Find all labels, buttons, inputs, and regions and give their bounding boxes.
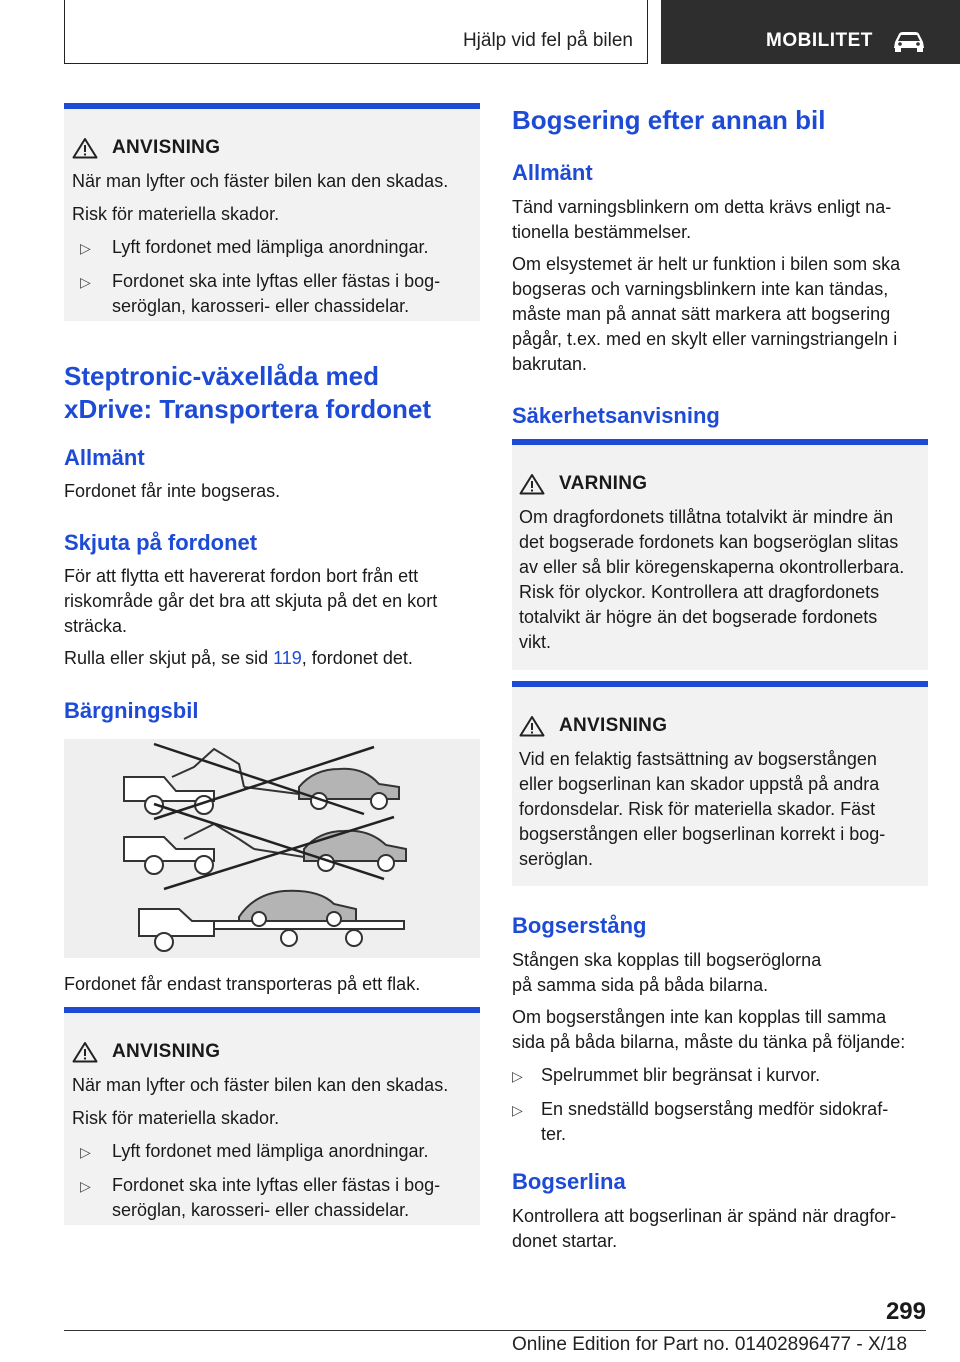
subheading-bargning: Bärgningsbil — [64, 698, 199, 723]
list-item: ▷ Lyft fordonet med lämpliga anordningar. — [72, 235, 472, 261]
warning-triangle-icon — [72, 1041, 98, 1063]
subheading-allmant: Allmänt — [64, 445, 145, 470]
paragraph: Tänd varningsblinkern om detta krävs enligt na- tionella bestämmelser. — [512, 197, 892, 242]
paragraph: Rulla eller skjut på, se sid 119, fordonet det. — [64, 648, 413, 668]
bullet-triangle-icon: ▷ — [80, 240, 91, 256]
bullet-list — [512, 1063, 932, 1155]
footer-edition: Online Edition for Part no. 01402896477 - X/18 — [512, 1334, 908, 1355]
paragraph: Stången ska kopplas till bogseröglorna på samma sida på båda bilarna. — [512, 950, 822, 995]
notice-label: ANVISNING — [112, 1041, 221, 1062]
bullet-triangle-icon: ▷ — [80, 1178, 91, 1194]
paragraph: För att flytta ett havererat fordon bort från ett riskområde går det bra att skjuta på det en kort sträcka. — [64, 566, 438, 636]
paragraph: Om bogserstången inte kan kopplas till samma sida på båda bilarna, måste du tänka på följande: — [512, 1007, 906, 1052]
notice-box-right — [512, 681, 928, 886]
footer-divider — [64, 1330, 926, 1331]
tow-diagram — [64, 739, 480, 958]
page-link[interactable]: 119 — [273, 648, 302, 668]
notice-box-top — [64, 103, 480, 321]
section-heading: Steptronic-växellåda med xDrive: Transportera fordonet — [64, 361, 431, 424]
paragraph: Kontrollera att bogserlinan är spänd när dragfor- donet startar. — [512, 1206, 897, 1251]
section-title: Hjälp vid fel på bilen — [462, 30, 633, 51]
subheading-bogserstang: Bogserstång — [512, 913, 647, 938]
bullet-triangle-icon: ▷ — [512, 1068, 523, 1084]
warning-triangle-icon — [519, 715, 545, 737]
notice-box-bottom — [64, 1007, 480, 1225]
warning-triangle-icon — [72, 137, 98, 159]
notice-text: När man lyfter och fäster bilen kan den skadas. — [72, 171, 449, 191]
notice-label: ANVISNING — [112, 137, 221, 158]
list-item: ▷ Lyft fordonet med lämpliga anordningar. — [72, 1139, 472, 1165]
warning-label: VARNING — [559, 473, 648, 494]
header-section-box — [64, 0, 648, 64]
notice-label: ANVISNING — [559, 715, 668, 736]
list-item: ▷ Spelrummet blir begränsat i kurvor. — [512, 1063, 932, 1089]
header-chapter-tab — [661, 0, 960, 64]
notice-text: Risk för materiella skador. — [72, 204, 280, 224]
page-number: 299 — [885, 1298, 926, 1325]
bullet-triangle-icon: ▷ — [512, 1102, 523, 1118]
subheading-sakerhet: Säkerhetsanvisning — [512, 403, 720, 428]
section-heading: Bogsering efter annan bil — [512, 105, 826, 135]
tow-truck-illustration — [64, 739, 480, 958]
paragraph: Om elsystemet är helt ur funktion i bilen som ska bogseras och varningsblinkern inte kan tändas, måste man på annat sätt markera att bogsering pågår, t.ex. med en skylt eller varningstriangeln i bakrutan. — [512, 254, 901, 374]
notice-text: Vid en felaktig fastsättning av bogserstången eller bogserlinan kan skador uppstå på andra fordonsdelar. Risk för materiella skador. Fäst bogserstången eller bogserlinan korrekt i bog- seröglan. — [519, 749, 886, 869]
subheading-allmant: Allmänt — [512, 160, 593, 185]
subheading-skjuta: Skjuta på fordonet — [64, 530, 258, 555]
list-item: ▷ Fordonet ska inte lyftas eller fästas i bog- seröglan, karosseri- eller chassidelar. — [72, 1173, 472, 1223]
list-item: ▷ Fordonet ska inte lyftas eller fästas i bog- seröglan, karosseri- eller chassidelar. — [72, 269, 472, 319]
notice-text: När man lyfter och fäster bilen kan den skadas. — [72, 1075, 449, 1095]
warning-text: Om dragfordonets tillåtna totalvikt är mindre än det bogserade fordonets kan bogseröglan slitas av eller så blir köregenskaperna okontrollerbara. Risk för olyckor. Kontrollera att dragfordonets totalvikt är högre än det bogserade fordonets vikt. — [519, 507, 905, 652]
car-icon — [891, 28, 927, 54]
subheading-bogserlina: Bogserlina — [512, 1169, 626, 1194]
bullet-triangle-icon: ▷ — [80, 274, 91, 290]
paragraph: Fordonet får inte bogseras. — [64, 481, 281, 501]
bullet-triangle-icon: ▷ — [80, 1144, 91, 1160]
figure-caption: Fordonet får endast transporteras på ett flak. — [64, 974, 421, 994]
notice-text: Risk för materiella skador. — [72, 1108, 280, 1128]
list-item: ▷ En snedställd bogserstång medför sidokraf- ter. — [512, 1097, 932, 1147]
chapter-title: MOBILITET — [766, 30, 873, 51]
warning-box — [512, 439, 928, 670]
warning-triangle-icon — [519, 473, 545, 495]
